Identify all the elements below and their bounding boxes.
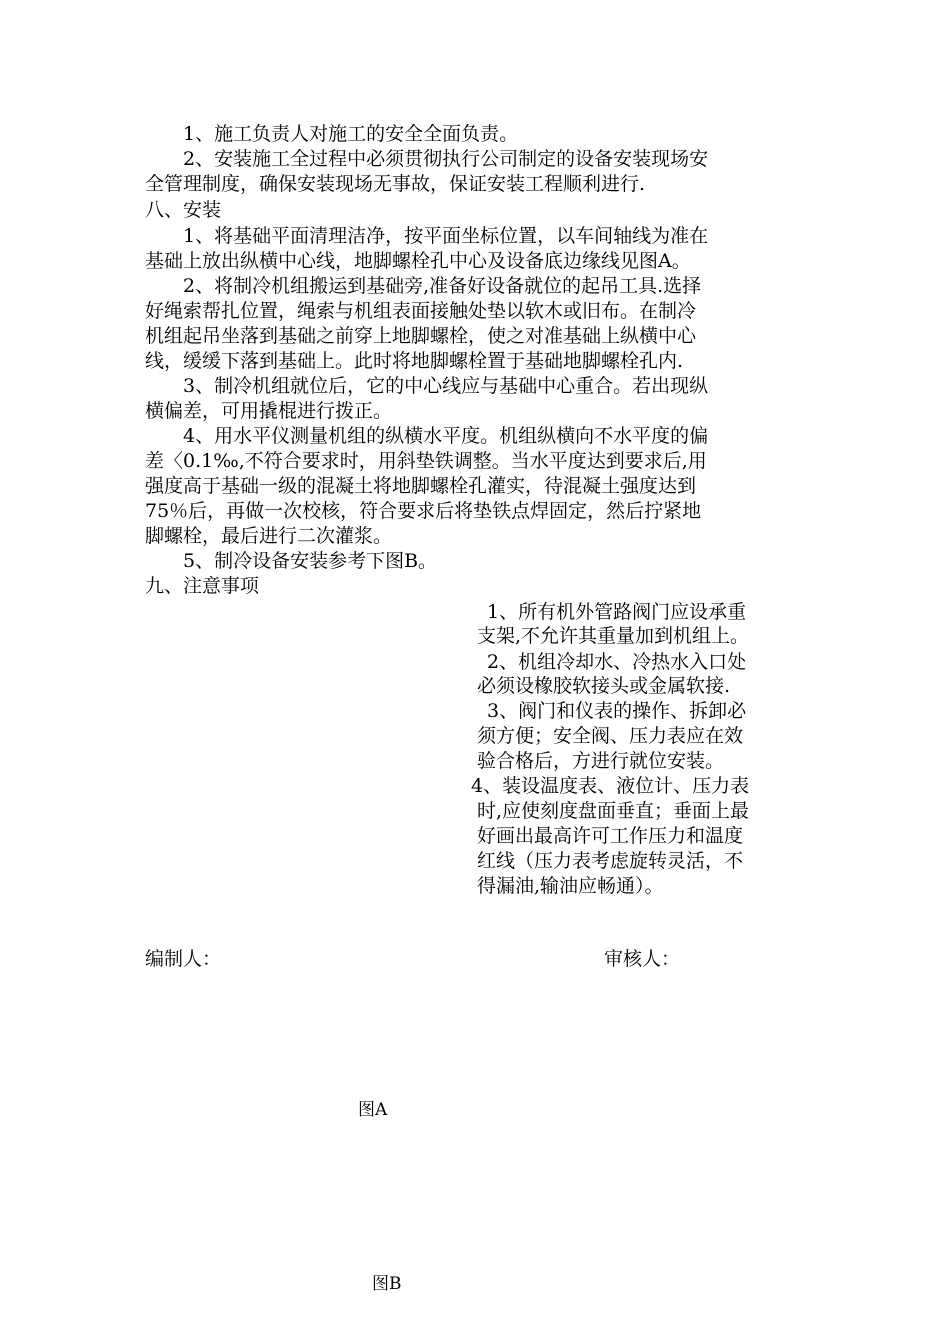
compiler-signature-label: 编制人： — [145, 948, 222, 970]
body-line: 基础上放出纵横中心线，地脚螺栓孔中心及设备底边缘线见图A。 — [145, 250, 691, 272]
note-line: 1、所有机外管路阀门应设承重 — [487, 601, 747, 623]
body-line: 5、制冷设备安装参考下图B。 — [145, 550, 438, 572]
note-line: 须方便；安全阀、压力表应在效 — [477, 725, 744, 747]
note-line: 好画出最高许可工作压力和温度 — [477, 825, 744, 847]
body-line: 全管理制度，确保安装现场无事故，保证安装工程顺利进行. — [145, 173, 646, 195]
body-line: 机组起吊坐落到基础之前穿上地脚螺栓，使之对准基础上纵横中心 — [145, 325, 697, 347]
section-heading-notes: 九、注意事项 — [145, 575, 260, 597]
body-line: 强度高于基础一级的混凝土将地脚螺栓孔灌实，待混凝土强度达到 — [145, 475, 697, 497]
body-line: 好绳索帮扎位置，绳索与机组表面接触处垫以软木或旧布。在制冷 — [145, 300, 697, 322]
body-line: 线，缓缓下落到基础上。此时将地脚螺栓置于基础地脚螺栓孔内. — [145, 350, 684, 372]
body-line: 差〈0.1‰,不符合要求时，用斜垫铁调整。当水平度达到要求后,用 — [145, 450, 707, 472]
note-line: 必须设橡胶软接头或金属软接. — [477, 675, 731, 697]
figure-a-caption: 图A — [358, 1100, 388, 1120]
body-line: 75％后，再做一次校核，符合要求后将垫铁点焊固定，然后拧紧地 — [145, 500, 702, 522]
body-line: 脚螺栓，最后进行二次灌浆。 — [145, 525, 393, 547]
note-line: 得漏油,输油应畅通）。 — [477, 875, 664, 897]
note-line: 支架,不允许其重量加到机组上。 — [477, 625, 750, 647]
note-line: 2、机组冷却水、冷热水入口处 — [487, 651, 747, 673]
note-line: 3、阀门和仪表的操作、拆卸必 — [487, 700, 747, 722]
note-line: 时,应使刻度盘面垂直；垂面上最 — [477, 800, 750, 822]
body-line: 3、制冷机组就位后，它的中心线应与基础中心重合。若出现纵 — [145, 375, 709, 397]
reviewer-signature-label: 审核人： — [604, 948, 681, 970]
body-line: 1、将基础平面清理洁净，按平面坐标位置，以车间轴线为准在 — [145, 225, 709, 247]
note-line: 4、装设温度表、液位计、压力表 — [471, 775, 750, 797]
figure-b-caption: 图B — [372, 1274, 402, 1294]
note-line: 验合格后，方进行就位安装。 — [477, 750, 725, 772]
body-line: 1、施工负责人对施工的安全全面负责。 — [145, 123, 519, 145]
section-heading-install: 八、安装 — [145, 199, 222, 221]
note-line: 红线（压力表考虑旋转灵活，不 — [477, 850, 744, 872]
body-line: 4、用水平仪测量机组的纵横水平度。机组纵横向不水平度的偏 — [145, 425, 709, 447]
body-line: 2、将制冷机组搬运到基础旁,准备好设备就位的起吊工具.选择 — [145, 275, 702, 297]
body-line: 2、安装施工全过程中必须贯彻执行公司制定的设备安装现场安 — [145, 148, 709, 170]
body-line: 横偏差，可用撬棍进行拨正。 — [145, 400, 393, 422]
